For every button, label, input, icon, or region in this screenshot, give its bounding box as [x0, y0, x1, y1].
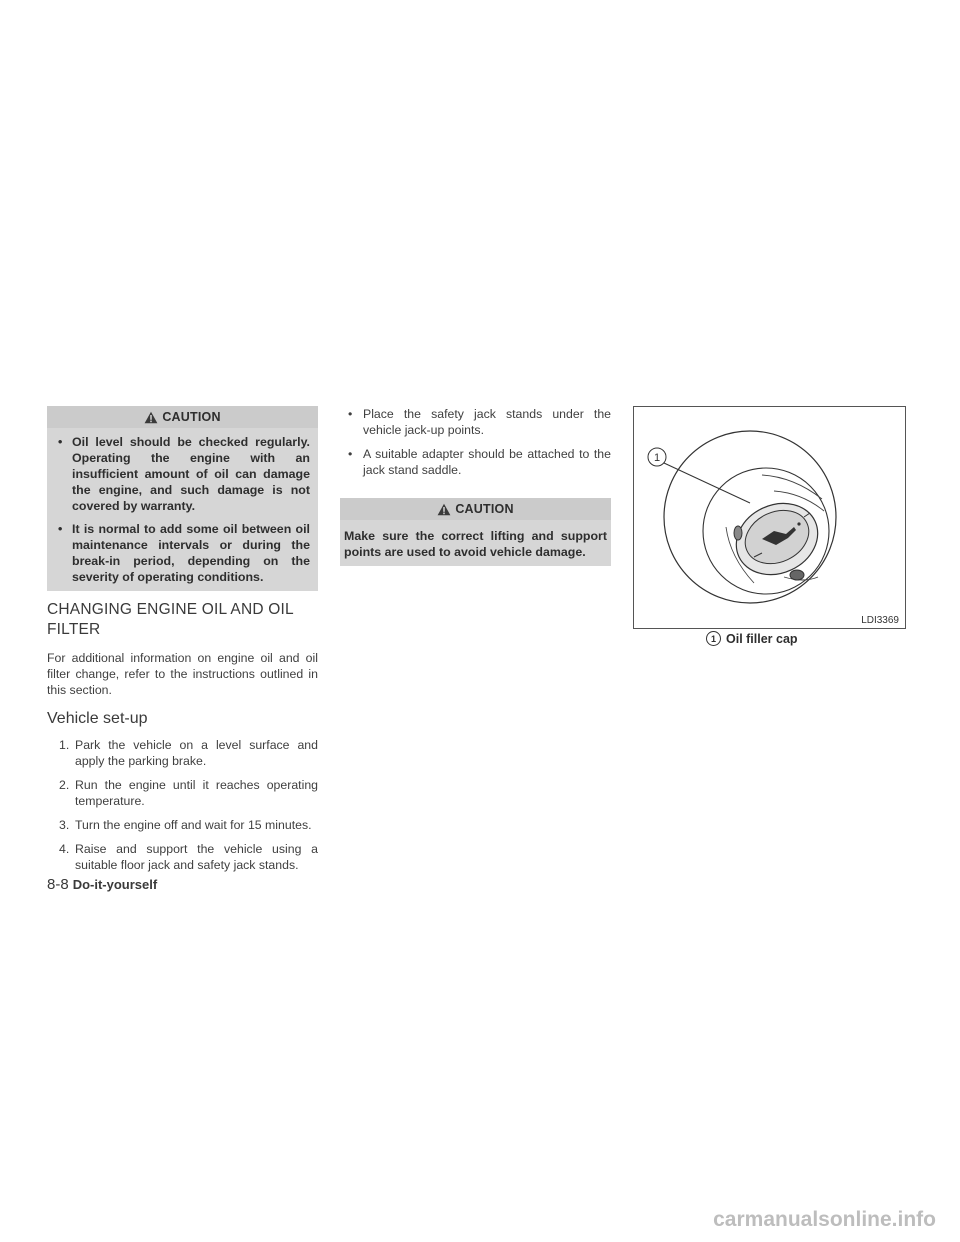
step-number: 3. — [59, 818, 70, 832]
caption-number: 1 — [710, 633, 716, 644]
step-number: 4. — [59, 842, 70, 856]
bullet-mark: • — [58, 522, 63, 536]
oil-filler-cap-figure — [633, 406, 906, 629]
warning-icon — [437, 503, 451, 516]
middle-column — [340, 406, 611, 566]
bullet-mark: • — [348, 447, 353, 461]
caution-text: Make sure the correct lifting and support points are used to avoid vehicle damage. — [344, 529, 607, 559]
left-column — [47, 406, 318, 881]
figure-code: LDI3369 — [861, 615, 899, 626]
caution-box-oil-level — [47, 406, 318, 591]
caution-title: CAUTION — [455, 502, 514, 516]
setup-step — [47, 841, 318, 873]
footer-section: Do-it-yourself — [72, 877, 158, 892]
step-text: Park the vehicle on a level surface and apply the parking brake. — [75, 738, 318, 768]
section-heading-wrap — [47, 600, 318, 640]
caution-item — [55, 521, 310, 585]
bullet-text: Place the safety jack stands under the vehicle jack-up points. — [363, 407, 611, 437]
setup-step — [47, 817, 318, 833]
watermark: carmanualsonline.info — [713, 1208, 936, 1231]
caution-body — [47, 428, 318, 591]
jack-bullet — [340, 406, 611, 438]
caption-text: Oil filler cap — [726, 631, 798, 646]
warning-icon — [144, 411, 158, 424]
caution-box-lifting — [340, 498, 611, 566]
figure-caption — [706, 631, 798, 646]
caution-title: CAUTION — [162, 410, 221, 424]
step-text: Run the engine until it reaches operating temperature. — [75, 778, 318, 808]
figure-callout: 1 — [653, 452, 661, 464]
bullet-text: A suitable adapter should be attached to the jack stand saddle. — [363, 447, 611, 477]
caution-header — [47, 406, 318, 428]
bullet-mark: • — [58, 435, 63, 449]
caution-header — [340, 498, 611, 520]
caution-item — [55, 434, 310, 514]
step-number: 2. — [59, 778, 70, 792]
jack-bullet — [340, 446, 611, 478]
caution-item-text: It is normal to add some oil between oil maintenance intervals or during the break-in period, depending on the severity of operating conditions. — [72, 522, 310, 584]
caution-item-text: Oil level should be checked regularly. Operating the engine with an insufficient amount of oil can damage the engine, and such damage is not covered by warranty. — [72, 435, 310, 513]
section-intro: For additional information on engine oil and oil filter change, refer to the instructions outlined in this section. — [47, 651, 318, 697]
step-text: Raise and support the vehicle using a suitable floor jack and safety jack stands. — [75, 842, 318, 872]
step-text: Turn the engine off and wait for 15 minutes. — [75, 818, 312, 832]
section-heading: CHANGING ENGINE OIL AND OIL FILTER — [47, 601, 294, 638]
oil-filler-cap-illustration — [634, 407, 905, 628]
setup-steps — [47, 737, 318, 873]
page-footer — [47, 876, 157, 893]
setup-step — [47, 737, 318, 769]
caption-number-badge — [706, 631, 721, 646]
page-number: 8-8 — [47, 876, 69, 893]
bullet-mark: • — [348, 407, 353, 421]
step-number: 1. — [59, 738, 70, 752]
setup-step — [47, 777, 318, 809]
subsection-heading: Vehicle set-up — [47, 710, 148, 727]
